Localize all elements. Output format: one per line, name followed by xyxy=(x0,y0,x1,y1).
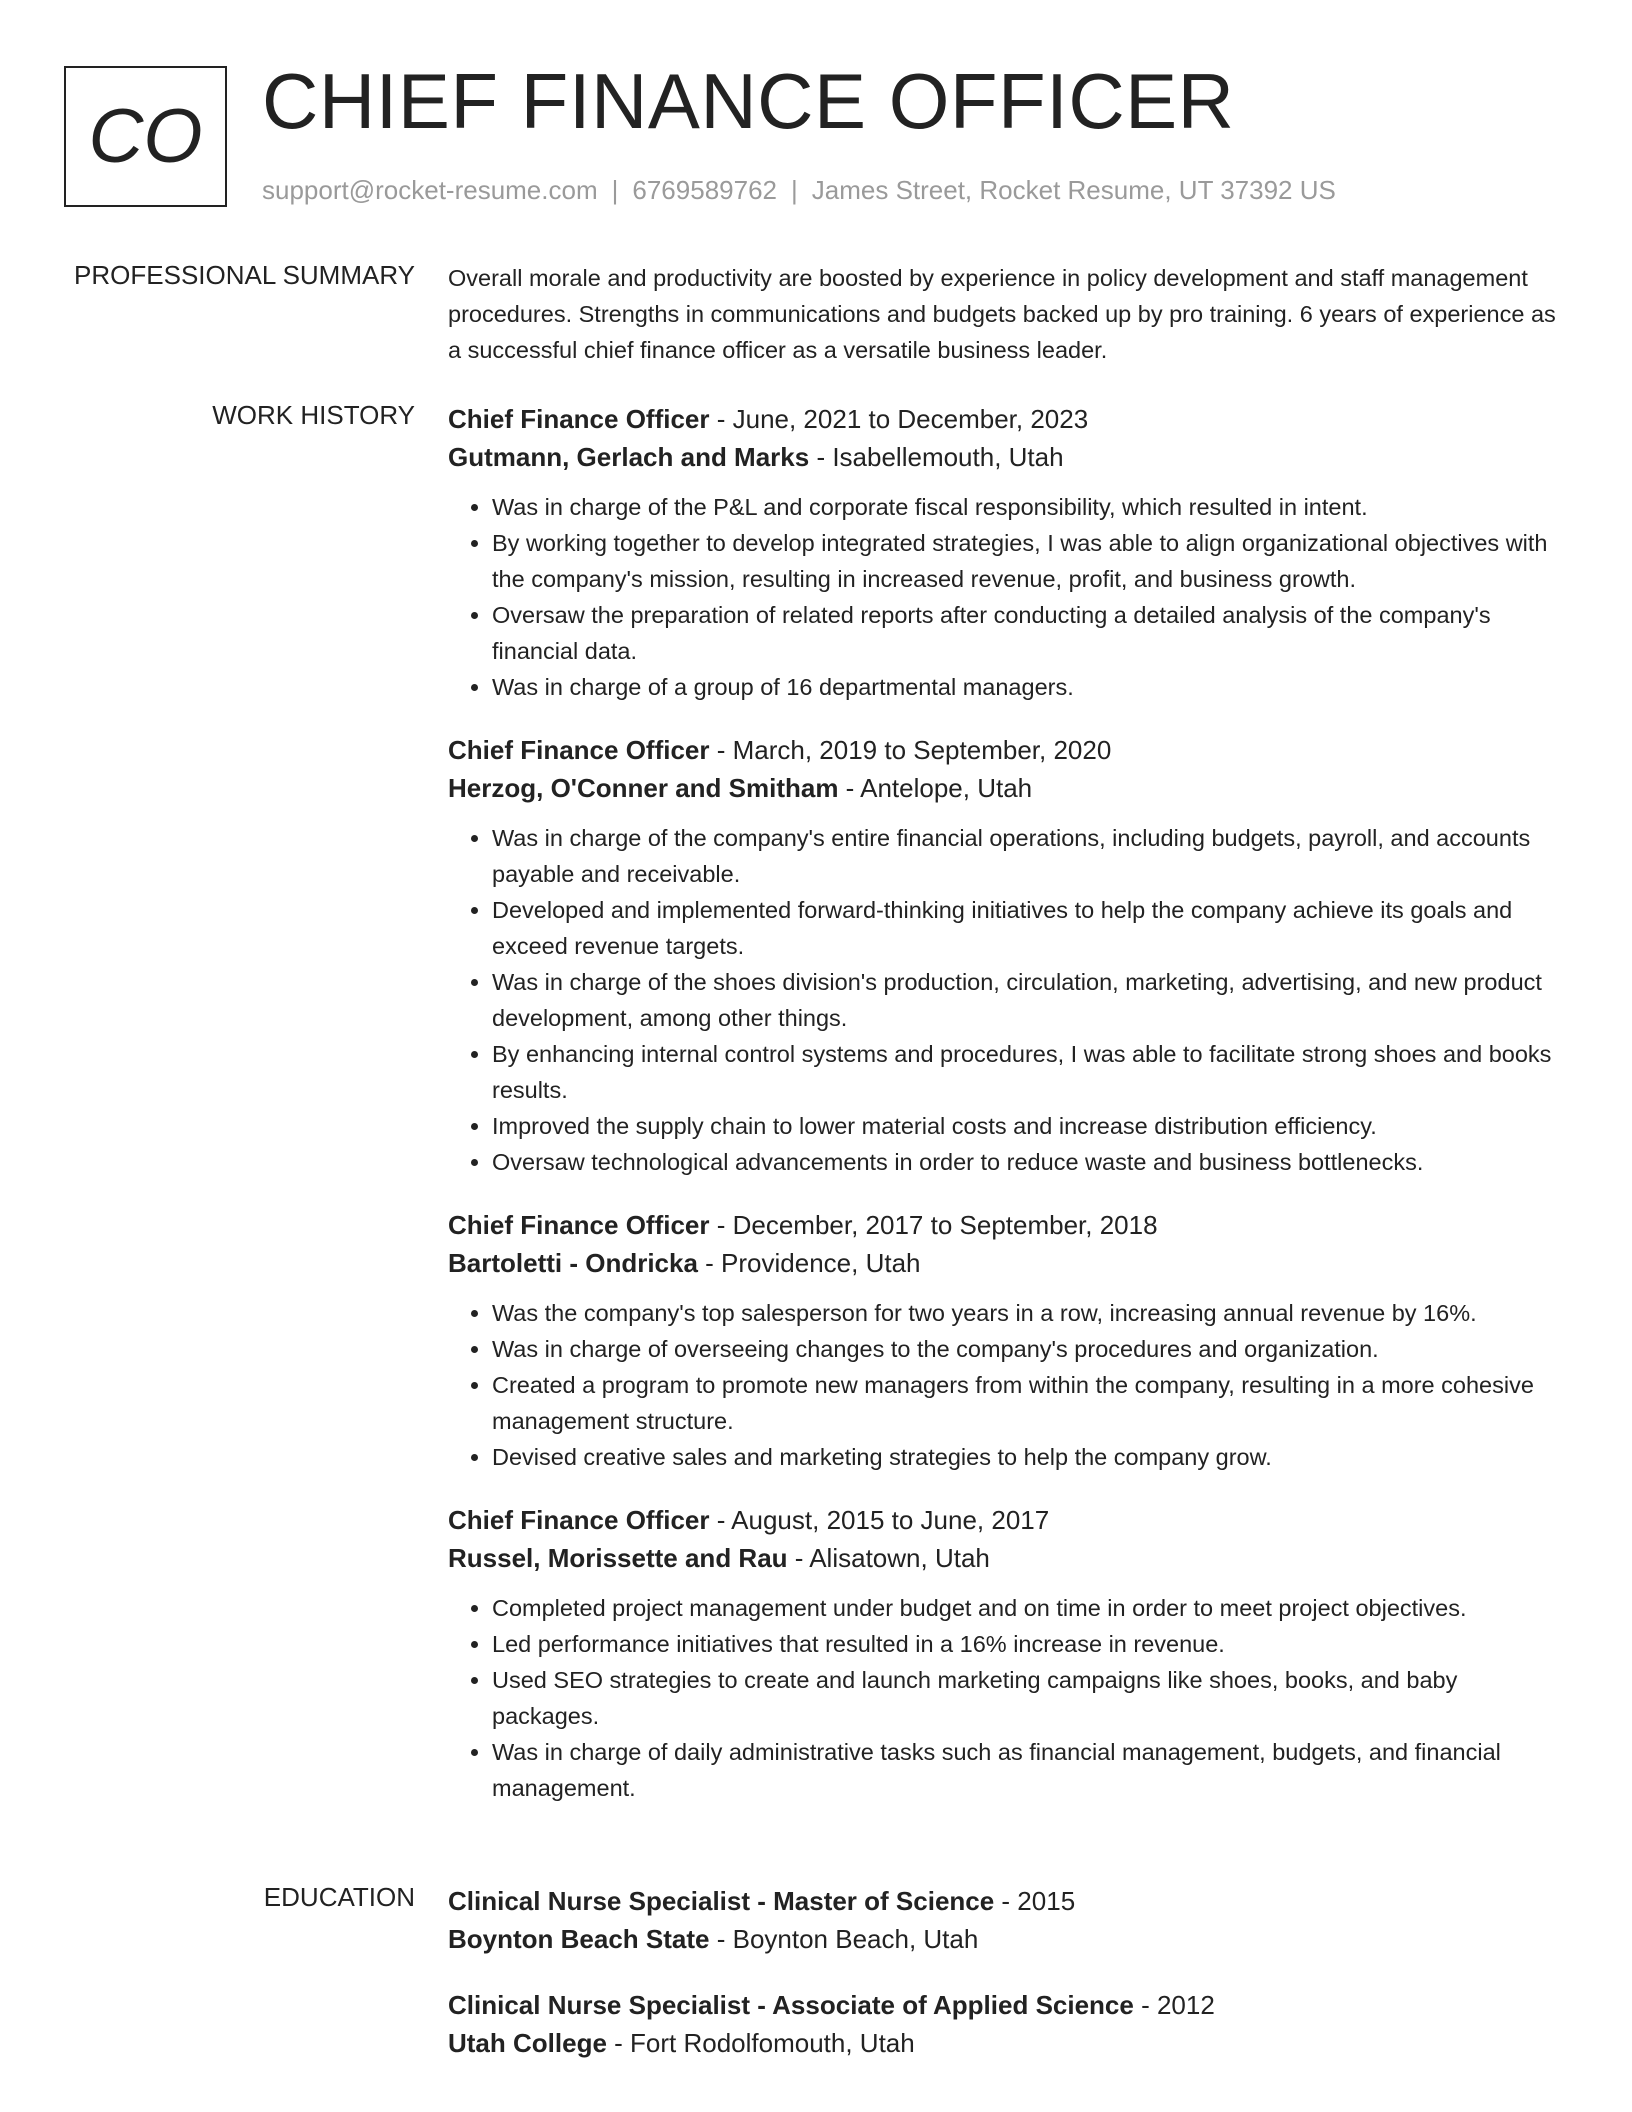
school: Boynton Beach State xyxy=(448,1924,710,1954)
job-role: Chief Finance Officer xyxy=(448,1210,710,1240)
list-item: • Developed and implemented forward-thinking initiatives to help the company achieve its goals and exceed revenue targets. xyxy=(492,892,1568,964)
school-location: - Fort Rodolfomouth, Utah xyxy=(606,2028,915,2058)
degree-year: - 2012 xyxy=(1133,1990,1215,2020)
monogram: CO xyxy=(64,66,227,207)
job-entry xyxy=(448,1206,1568,1475)
list-item: • Oversaw technological advancements in order to reduce waste and business bottlenecks. xyxy=(492,1144,1568,1180)
list-item: • Was in charge of the P&L and corporate fiscal responsibility, which resulted in intent. xyxy=(492,489,1568,525)
degree: Clinical Nurse Specialist - Master of Science xyxy=(448,1886,995,1916)
degree-year: - 2015 xyxy=(994,1886,1076,1916)
list-item: • Was the company's top salesperson for two years in a row, increasing annual revenue by 16%. xyxy=(492,1295,1568,1331)
job-entry xyxy=(448,1501,1568,1806)
page-title: CHIEF FINANCE OFFICER xyxy=(262,57,1235,145)
list-item: • Was in charge of daily administrative tasks such as financial management, budgets, and financial management. xyxy=(492,1734,1568,1806)
list-item: • Was in charge of a group of 16 departmental managers. xyxy=(492,669,1568,705)
job-company: Herzog, O'Conner and Smitham xyxy=(448,773,839,803)
education-list xyxy=(448,1882,1568,2090)
school-location: - Boynton Beach, Utah xyxy=(709,1924,979,1954)
degree: Clinical Nurse Specialist - Associate of Applied Science xyxy=(448,1990,1134,2020)
job-role: Chief Finance Officer xyxy=(448,1505,710,1535)
job-bullets xyxy=(448,820,1568,1180)
job-dates: - December, 2017 to September, 2018 xyxy=(709,1210,1158,1240)
address-text: James Street, Rocket Resume, UT 37392 US xyxy=(811,175,1336,205)
job-location: - Alisatown, Utah xyxy=(787,1543,990,1573)
job-company: Bartoletti - Ondricka xyxy=(448,1248,698,1278)
list-item: • Oversaw the preparation of related reports after conducting a detailed analysis of the company's financial data. xyxy=(492,597,1568,669)
summary-text: Overall morale and productivity are boosted by experience in policy development and staff management procedures. Strengths in communications and budgets backed up by pro training. 6 years of experience as a successful chief finance officer as a versatile business leader. xyxy=(448,265,1556,363)
list-item: • Completed project management under budget and on time in order to meet project objectives. xyxy=(492,1590,1568,1626)
job-role: Chief Finance Officer xyxy=(448,404,710,434)
list-item: • Improved the supply chain to lower material costs and increase distribution efficiency. xyxy=(492,1108,1568,1144)
section-title: EDUCATION xyxy=(263,1882,415,1912)
job-bullets xyxy=(448,1295,1568,1475)
job-role: Chief Finance Officer xyxy=(448,735,710,765)
list-item: • Created a program to promote new managers from within the company, resulting in a more cohesive management structure. xyxy=(492,1367,1568,1439)
job-dates: - March, 2019 to September, 2020 xyxy=(709,735,1112,765)
email-link[interactable]: support@rocket-resume.com xyxy=(262,175,598,205)
list-item: • Was in charge of the company's entire financial operations, including budgets, payroll, and accounts payable and receivable. xyxy=(492,820,1568,892)
job-bullets xyxy=(448,1590,1568,1806)
contact-line xyxy=(262,175,1336,206)
list-item: • Was in charge of overseeing changes to the company's procedures and organization. xyxy=(492,1331,1568,1367)
list-item: • Devised creative sales and marketing strategies to help the company grow. xyxy=(492,1439,1568,1475)
job-dates: - June, 2021 to December, 2023 xyxy=(709,404,1089,434)
job-entry xyxy=(448,400,1568,705)
separator: | xyxy=(791,175,798,205)
job-location: - Isabellemouth, Utah xyxy=(809,442,1064,472)
job-location: - Antelope, Utah xyxy=(838,773,1033,803)
separator: | xyxy=(611,175,619,205)
job-dates: - August, 2015 to June, 2017 xyxy=(709,1505,1050,1535)
section-title: WORK HISTORY xyxy=(212,400,415,430)
education-entry xyxy=(448,1986,1568,2062)
job-location: - Providence, Utah xyxy=(697,1248,921,1278)
jobs-list xyxy=(448,400,1568,1832)
job-company: Gutmann, Gerlach and Marks xyxy=(448,442,810,472)
phone-text: 6769589762 xyxy=(632,175,777,205)
section-title: PROFESSIONAL SUMMARY xyxy=(74,260,415,290)
list-item: • By working together to develop integrated strategies, I was able to align organizational objectives with the company's mission, resulting in increased revenue, profit, and business growth. xyxy=(492,525,1568,597)
list-item: • Led performance initiatives that resulted in a 16% increase in revenue. xyxy=(492,1626,1568,1662)
job-bullets xyxy=(448,489,1568,705)
school: Utah College xyxy=(448,2028,607,2058)
job-company: Russel, Morissette and Rau xyxy=(448,1543,788,1573)
list-item: • Was in charge of the shoes division's production, circulation, marketing, advertising, and new product development, among other things. xyxy=(492,964,1568,1036)
job-entry xyxy=(448,731,1568,1180)
education-entry xyxy=(448,1882,1568,1958)
list-item: • By enhancing internal control systems and procedures, I was able to facilitate strong shoes and books results. xyxy=(492,1036,1568,1108)
list-item: • Used SEO strategies to create and launch marketing campaigns like shoes, books, and baby packages. xyxy=(492,1662,1568,1734)
